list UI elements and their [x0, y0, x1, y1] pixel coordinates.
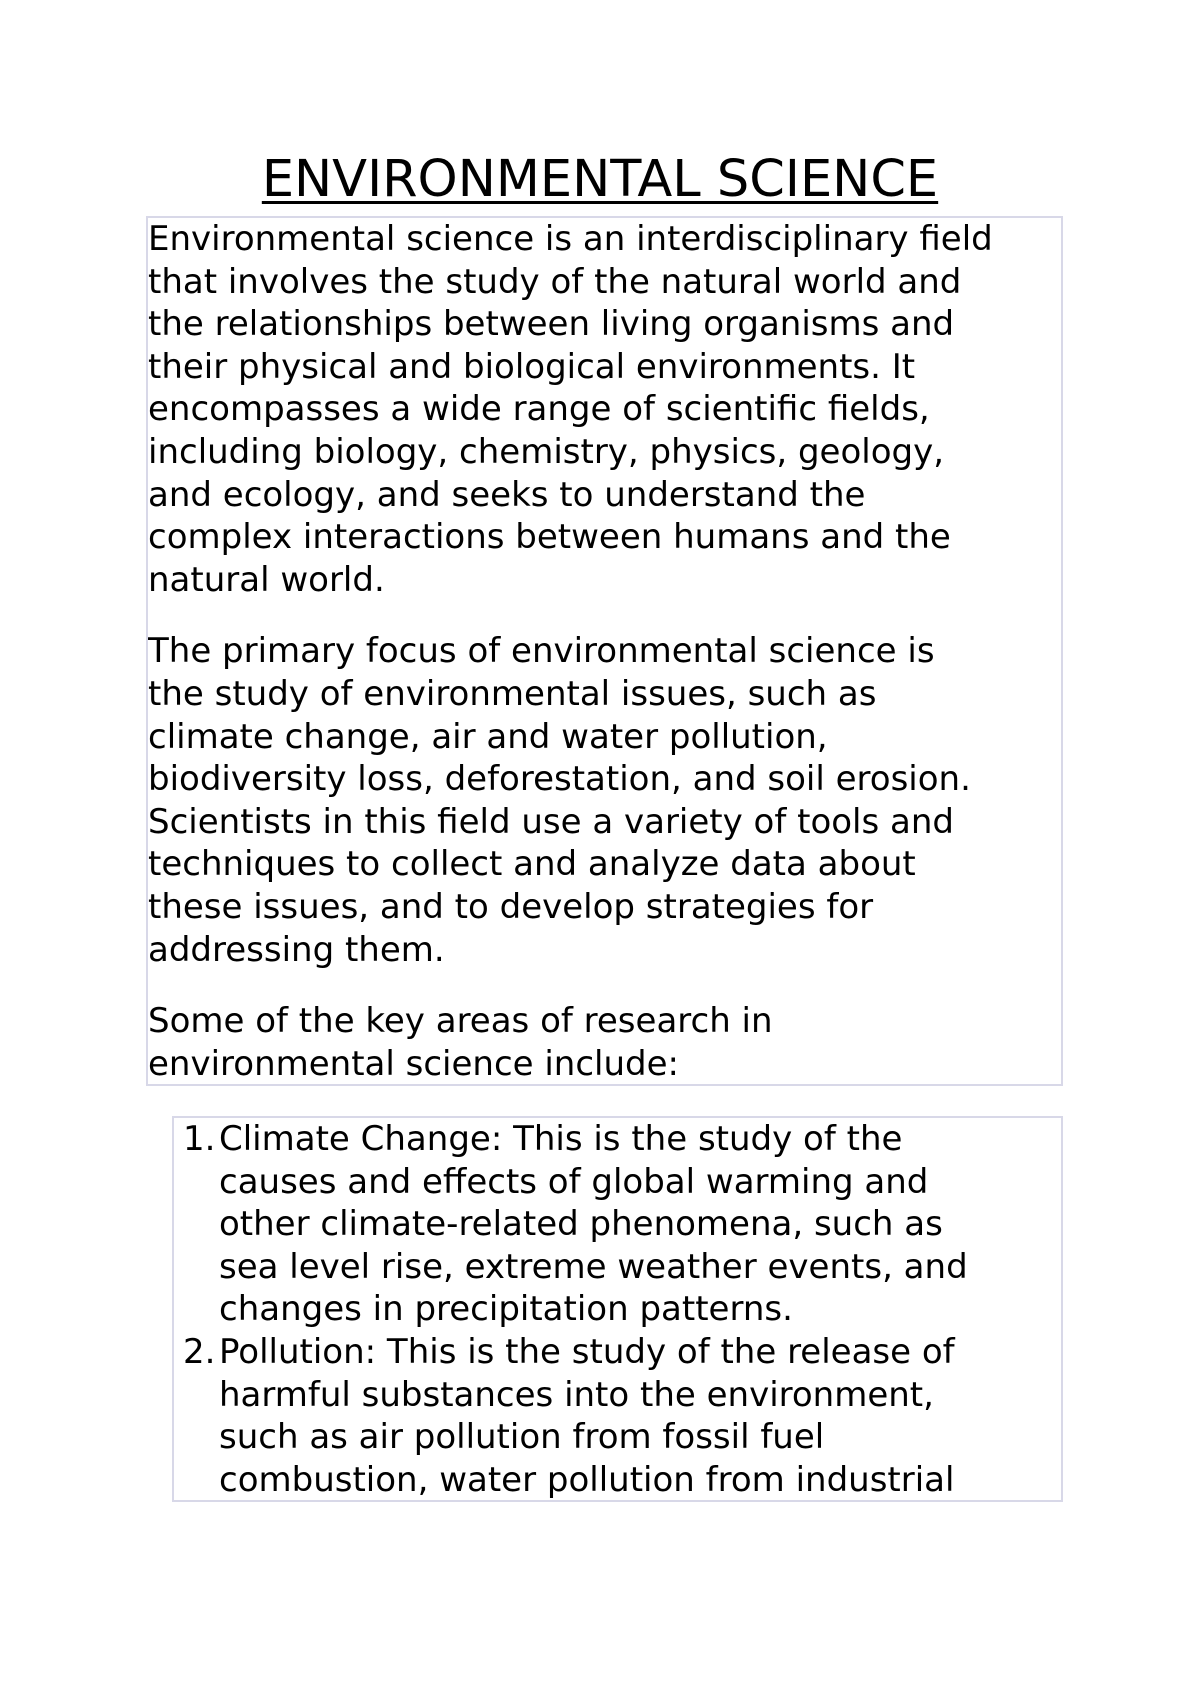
paragraph-line: the study of environmental issues, such as — [148, 673, 877, 714]
paragraph-line: Some of the key areas of research in — [148, 1001, 773, 1042]
list-item-line: combustion, water pollution from industrial — [219, 1459, 955, 1500]
list-item-number: 1. — [183, 1119, 216, 1159]
list-item-number: 2. — [183, 1331, 216, 1372]
list-item-line: harmful substances into the environment, — [219, 1374, 934, 1415]
page-title — [0, 150, 1200, 210]
list-item-line: such as air pollution from fossil fuel — [219, 1417, 825, 1458]
paragraph-line: The primary focus of environmental science is — [148, 631, 935, 672]
paragraph-line: Scientists in this field use a variety of tools and — [148, 801, 954, 842]
list-item-line: causes and effects of global warming and — [219, 1161, 929, 1202]
list-item-line: other climate-related phenomena, such as — [219, 1204, 943, 1245]
paragraph-line: their physical and biological environments. It — [148, 346, 916, 387]
paragraph-line: climate change, air and water pollution, — [148, 716, 828, 757]
paragraph-line: Environmental science is an interdisciplinary field — [148, 219, 993, 259]
page-title-text: ENVIRONMENTAL SCIENCE — [261, 150, 939, 209]
list-item — [174, 1331, 1061, 1501]
paragraph-line: natural world. — [148, 559, 385, 600]
list-item-line: changes in precipitation patterns. — [219, 1289, 793, 1330]
paragraph-line: biodiversity loss, deforestation, and soil erosion. — [148, 759, 971, 800]
paragraph-line: and ecology, and seeks to understand the — [148, 474, 866, 515]
paragraph-line: addressing them. — [148, 929, 445, 970]
paragraph-line: techniques to collect and analyze data about — [148, 844, 916, 885]
intro-text-box — [146, 216, 1063, 1086]
list-item — [174, 1118, 1061, 1331]
paragraph-line: environmental science include: — [148, 1043, 680, 1084]
paragraph-key-areas — [148, 1000, 1061, 1085]
paragraph-line: complex interactions between humans and the — [148, 517, 951, 558]
paragraph-primary-focus — [148, 630, 1061, 971]
paragraph-line: that involves the study of the natural world and — [148, 261, 962, 302]
paragraph-line: the relationships between living organisms and — [148, 304, 955, 345]
research-areas-list — [172, 1116, 1063, 1502]
list-item-line: sea level rise, extreme weather events, and — [219, 1246, 968, 1287]
paragraph-line: encompasses a wide range of scientific fields, — [148, 389, 930, 430]
paragraph-line: these issues, and to develop strategies for — [148, 886, 874, 927]
list-item-line: Climate Change: This is the study of the — [219, 1119, 903, 1159]
paragraph-intro — [148, 218, 1061, 601]
list-item-line: Pollution: This is the study of the release of — [219, 1331, 955, 1372]
paragraph-line: including biology, chemistry, physics, geology, — [148, 431, 945, 472]
